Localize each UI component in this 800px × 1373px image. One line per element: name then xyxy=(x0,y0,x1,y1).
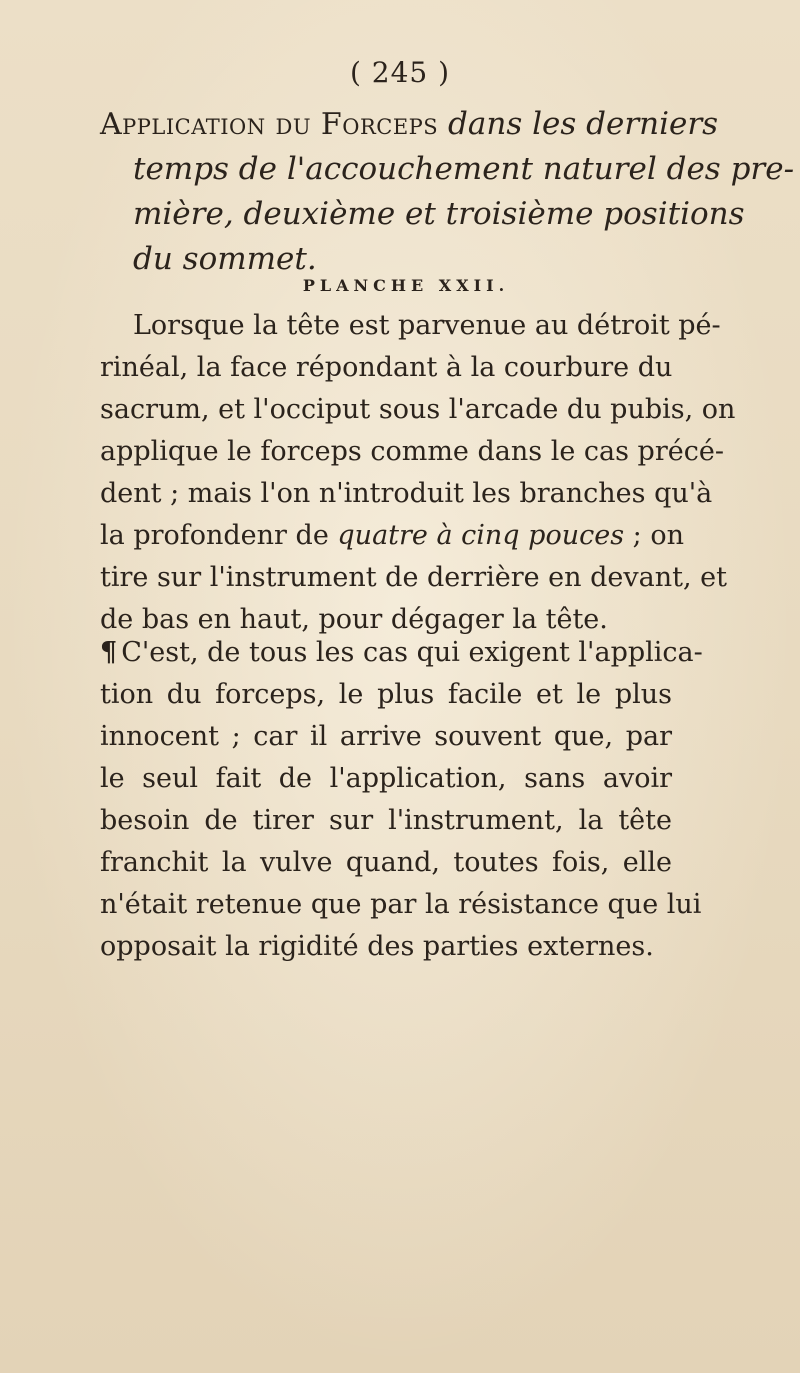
paragraph-2-line: franchit la vulve quand, toutes fois, elle xyxy=(100,847,672,878)
paragraph-2-line: opposait la rigidité des parties externes. xyxy=(100,931,654,962)
paragraph-1-line-6-italic: quatre à cinq pouces xyxy=(337,520,625,551)
paragraph-1-line xyxy=(100,515,684,557)
paragraph-1-line: applique le forceps comme dans le cas précé- xyxy=(100,436,724,467)
heading-word-forceps: Forceps xyxy=(320,107,439,142)
paragraph-1-line: tire sur l'instrument de derrière en devant, et xyxy=(100,562,727,593)
paragraph-2 xyxy=(100,632,703,968)
heading-line-4: du sommet. xyxy=(133,241,317,277)
heading-line-1 xyxy=(100,102,719,147)
paragraph-2-line: le seul fait de l'application, sans avoir xyxy=(100,763,672,794)
plate-label: PLANCHE XXII. xyxy=(302,276,510,295)
paragraph-1-line-6-start: la profondenr de xyxy=(100,520,338,551)
paragraph-1-line-6-end: ; on xyxy=(624,520,684,551)
paragraph-2-line xyxy=(100,632,703,674)
page-number: ( 245 ) xyxy=(349,56,451,89)
paragraph-2-line-1-text: C'est, de tous les cas qui exigent l'applica- xyxy=(121,637,703,668)
heading-word-du: du xyxy=(275,107,312,142)
paragraph-2-line: besoin de tirer sur l'instrument, la tête xyxy=(100,805,672,836)
section-heading xyxy=(100,102,795,282)
heading-word-application: Application xyxy=(100,107,266,142)
paragraph-1-line: sacrum, et l'occiput sous l'arcade du pubis, on xyxy=(100,394,736,425)
heading-italic-part: dans les derniers xyxy=(448,106,719,142)
paragraph-1-line: Lorsque la tête est parvenue au détroit pé- xyxy=(133,310,721,341)
heading-line-3: mière, deuxième et troisième positions xyxy=(133,196,745,232)
paragraph-1-line: de bas en haut, pour dégager la tête. xyxy=(100,604,608,635)
paragraph-1-line: rinéal, la face répondant à la courbure du xyxy=(100,352,673,383)
paragraph-mark-icon: ¶ xyxy=(100,637,118,668)
paragraph-1 xyxy=(100,305,736,641)
paragraph-2-line: innocent ; car il arrive souvent que, par xyxy=(100,721,672,752)
paragraph-2-line: tion du forceps, le plus facile et le plus xyxy=(100,679,672,710)
paragraph-1-line: dent ; mais l'on n'introduit les branches qu'à xyxy=(100,478,713,509)
heading-line-2: temps de l'accouchement naturel des pre- xyxy=(133,151,795,187)
paragraph-2-line: n'était retenue que par la résistance que lui xyxy=(100,889,702,920)
